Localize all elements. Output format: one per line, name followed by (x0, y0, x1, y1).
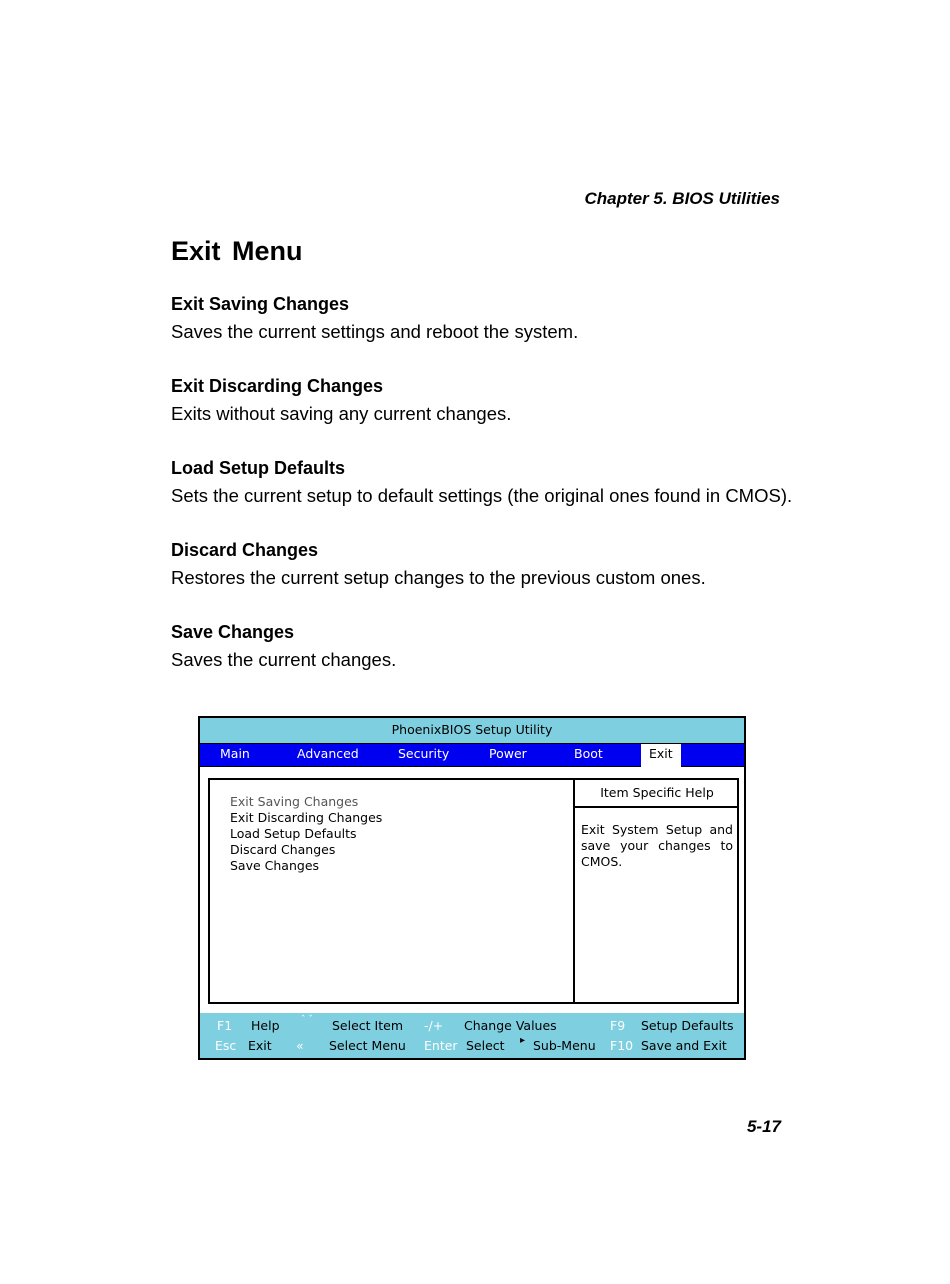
footer-label-sub-menu: Sub-Menu (533, 1038, 596, 1053)
bios-tab-advanced[interactable]: Advanced (297, 746, 359, 761)
bios-item-exit-saving-changes[interactable]: Exit Saving Changes (230, 794, 359, 809)
footer-label-setup-defaults: Setup Defaults (641, 1018, 734, 1033)
section-heading: Exit Discarding Changes (171, 376, 384, 396)
right-triangle-icon: ▸ (520, 1035, 526, 1046)
bios-item-load-setup-defaults[interactable]: Load Setup Defaults (230, 826, 357, 841)
footer-key-esc: Esc (215, 1038, 237, 1053)
footer-label-change-values: Change Values (464, 1018, 557, 1033)
chapter-header: Chapter 5. BIOS Utilities (584, 189, 780, 208)
footer-key-f10: F10 (610, 1038, 634, 1053)
section-save-changes (171, 620, 396, 672)
section-exit-saving-changes (171, 292, 578, 344)
section-heading: Save Changes (171, 622, 295, 642)
section-text: Saves the current settings and reboot the system. (171, 321, 579, 342)
bios-footer (200, 1013, 744, 1058)
section-text: Exits without saving any current changes. (171, 403, 512, 424)
page-number: 5-17 (746, 1117, 781, 1136)
bios-title-bar: PhoenixBIOS Setup Utility (200, 718, 744, 744)
footer-label-help: Help (251, 1018, 280, 1033)
section-text: Sets the current setup to default settings (the original ones found in CMOS). (171, 485, 793, 506)
bios-main-panel (208, 778, 739, 1004)
bios-item-list (230, 794, 382, 874)
section-text: Saves the current changes. (171, 649, 397, 670)
up-down-arrows-icon: ˆ ˇ (301, 1015, 313, 1025)
bios-help-title: Item Specific Help (575, 780, 739, 808)
bios-help-text: Exit System Setup and save your changes to CMOS. (581, 822, 733, 869)
footer-label-select-menu: Select Menu (329, 1038, 406, 1053)
left-right-arrows-icon: « (296, 1038, 304, 1053)
section-heading: Exit Saving Changes (171, 294, 350, 314)
section-text: Restores the current setup changes to the previous custom ones. (171, 567, 706, 588)
footer-label-select-item: Select Item (332, 1018, 403, 1033)
bios-tab-power[interactable]: Power (489, 746, 527, 761)
bios-help-panel (573, 780, 739, 1002)
section-load-setup-defaults (171, 456, 792, 508)
bios-tab-boot[interactable]: Boot (574, 746, 603, 761)
page-title: Exit Menu (171, 236, 303, 266)
bios-screenshot (198, 716, 746, 1060)
bios-item-discard-changes[interactable]: Discard Changes (230, 842, 336, 857)
section-exit-discarding-changes (171, 374, 511, 426)
bios-item-save-changes[interactable]: Save Changes (230, 858, 320, 873)
bios-item-exit-discarding-changes[interactable]: Exit Discarding Changes (230, 810, 383, 825)
footer-label-save-and-exit: Save and Exit (641, 1038, 727, 1053)
section-heading: Discard Changes (171, 540, 319, 560)
footer-key-f9: F9 (610, 1018, 626, 1033)
bios-tab-exit[interactable]: Exit (641, 744, 681, 767)
footer-key-f1: F1 (217, 1018, 233, 1033)
bios-tab-security[interactable]: Security (398, 746, 450, 761)
bios-menu-bar (200, 744, 744, 767)
footer-key-plus-minus: -/+ (424, 1018, 444, 1033)
section-heading: Load Setup Defaults (171, 458, 346, 478)
footer-label-exit: Exit (248, 1038, 272, 1053)
footer-label-select: Select (466, 1038, 505, 1053)
section-discard-changes (171, 538, 706, 590)
footer-key-enter: Enter (424, 1038, 458, 1053)
bios-tab-main[interactable]: Main (220, 746, 250, 761)
